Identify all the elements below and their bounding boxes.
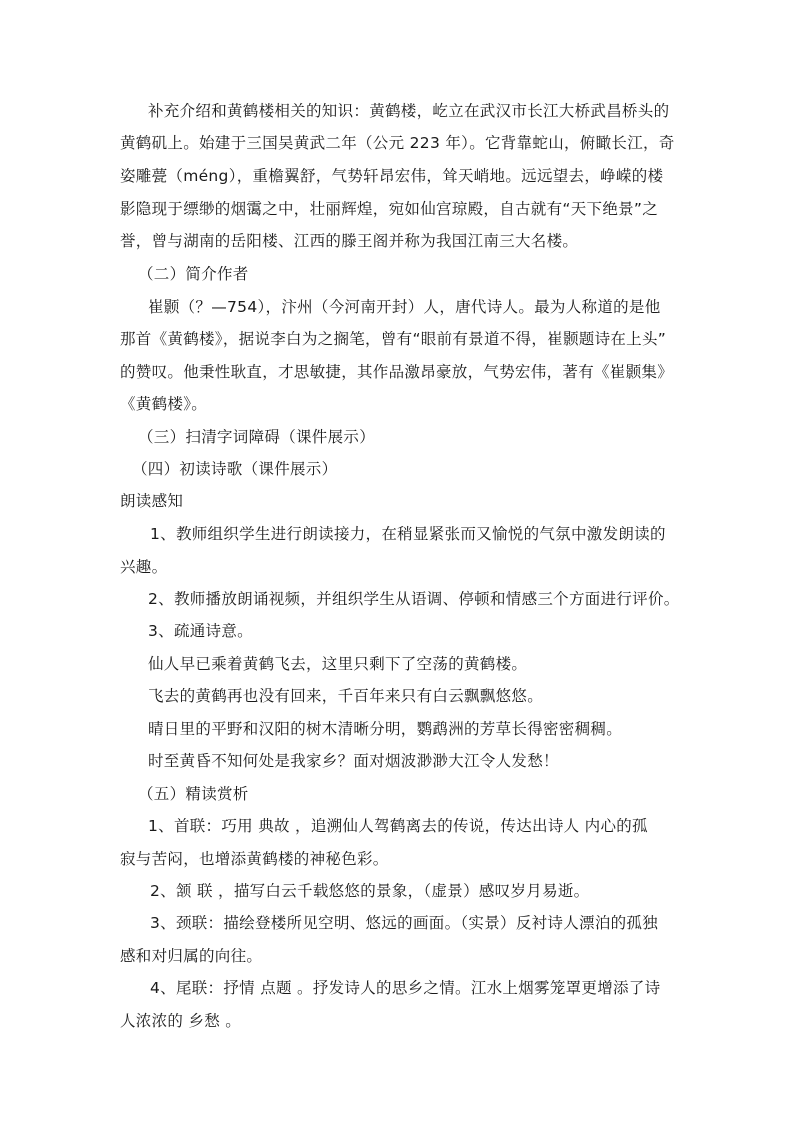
reading-item-1-line-1: 1、教师组织学生进行朗读接力，在稍显紧张而又愉悦的气氛中激发朗读的 xyxy=(150,525,666,543)
translation-line-1: 仙人早已乘着黄鹤飞去，这里只剩下了空荡的黄鹤楼。 xyxy=(148,655,528,673)
section-heading-close-reading: （五）精读赏析 xyxy=(138,785,249,803)
reading-item-2: 2、教师播放朗诵视频，并组织学生从语调、停顿和情感三个方面进行评价。 xyxy=(148,590,680,608)
translation-line-2: 飞去的黄鹤再也没有回来，千百年来只有白云飘飘悠悠。 xyxy=(148,687,544,705)
intro-line-1: 补充介绍和黄鹤楼相关的知识：黄鹤楼，屹立在武汉市长江大桥武昌桥头的 xyxy=(148,102,670,120)
section-heading-author: （二）简介作者 xyxy=(138,265,249,283)
author-line-1: 崔颢（？—754），汴州（今河南开封）人，唐代诗人。最为人称道的是他 xyxy=(148,298,661,316)
analysis-1-line-2: 寂与苦闷，也增添黄鹤楼的神秘色彩。 xyxy=(120,850,389,868)
analysis-3-line-1: 3、颈联：描绘登楼所见空明、悠远的画面。（实景）反衬诗人漂泊的孤独 xyxy=(150,914,659,932)
section-heading-vocabulary: （三）扫清字词障碍（课件展示） xyxy=(138,428,376,446)
author-line-3: 的赞叹。他秉性耿直，才思敏捷，其作品激昂豪放，气势宏伟，著有《崔颢集》 xyxy=(120,363,674,381)
section-heading-first-reading: （四）初读诗歌（课件展示） xyxy=(132,460,338,478)
reading-item-3: 3、疏通诗意。 xyxy=(148,622,253,640)
translation-line-4: 时至黄昏不知何处是我家乡？面对烟波渺渺大江令人发愁！ xyxy=(148,752,559,770)
analysis-3-line-2: 感和对归属的向往。 xyxy=(120,947,263,965)
intro-line-5: 誉，曾与湖南的岳阳楼、江西的滕王阁并称为我国江南三大名楼。 xyxy=(120,232,579,250)
author-line-4: 《黄鹤楼》。 xyxy=(120,395,208,413)
analysis-2: 2、颔 联 ，描写白云千载悠悠的景象，（虚景）感叹岁月易逝。 xyxy=(150,882,590,900)
analysis-4-line-1: 4、尾联：抒情 点题 。抒发诗人的思乡之情。江水上烟雾笼罩更增添了诗 xyxy=(150,979,661,997)
translation-line-3: 晴日里的平野和汉阳的树木清晰分明，鹦鹉洲的芳草长得密密稠稠。 xyxy=(148,720,623,738)
intro-line-3: 姿雕甍（méng），重檐翼舒，气势轩昂宏伟，耸天峭地。远远望去，峥嵘的楼 xyxy=(120,167,664,185)
subheading-reading-perception: 朗读感知 xyxy=(120,492,184,510)
analysis-4-line-2: 人浓浓的 乡愁 。 xyxy=(120,1012,242,1030)
intro-line-4: 影隐现于缥缈的烟霭之中，壮丽辉煌，宛如仙宫琼殿，自古就有“天下绝景”之 xyxy=(120,200,659,218)
analysis-1-line-1: 1、首联：巧用 典故 ，追溯仙人驾鹤离去的传说，传达出诗人 内心的孤 xyxy=(148,817,648,835)
reading-item-1-line-2: 兴趣。 xyxy=(120,558,168,576)
intro-line-2: 黄鹤矶上。始建于三国吴黄武二年（公元 223 年）。它背靠蛇山，俯瞰长江，奇 xyxy=(120,134,675,152)
author-line-2: 那首《黄鹤楼》，据说李白为之搁笔，曾有“眼前有景道不得，崔颢题诗在上头” xyxy=(120,330,667,348)
